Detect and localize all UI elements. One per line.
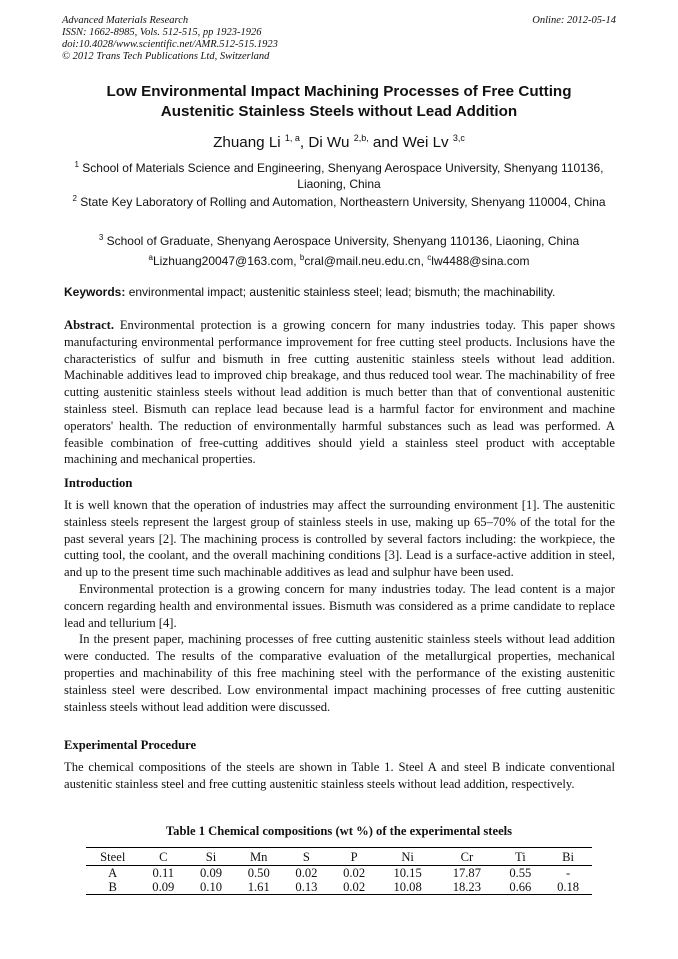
- keywords-label: Keywords:: [64, 285, 126, 299]
- author-emails: $^a$Lizhuang20047@163.com, $^b$cral@mail.neu.edu.cn, $^c$lw4488@sina.com: [148, 253, 530, 268]
- paragraph: The chemical compositions of the steels are shown in Table 1. Steel A and steel B indicate conventional austenitic stainless steel and free cutting austenitic stainless steels without lead addition, respectively.: [64, 760, 615, 791]
- affiliation-text: School of Materials Science and Engineering, Shenyang Aerospace University, Shenyang 110136, Liaoning, China: [82, 161, 604, 191]
- table-cell: 0.02: [343, 866, 366, 880]
- author-list: [60, 128, 618, 153]
- table-cell: A: [108, 866, 118, 880]
- abstract-label: Abstract.: [64, 318, 115, 332]
- keywords: [64, 285, 616, 300]
- table-cell: -: [565, 866, 571, 880]
- keywords-text: environmental impact; austenitic stainless steel; lead; bismuth; the machinability.: [128, 285, 556, 299]
- author-affiliation-mark: 3,c: [452, 133, 465, 143]
- affiliation-3: [60, 230, 618, 249]
- table-header-row: [86, 848, 592, 866]
- table-cell: 10.15: [393, 866, 422, 880]
- table-cell: 0.02: [295, 866, 318, 880]
- abstract: [64, 317, 615, 468]
- table-cell: 17.87: [452, 866, 482, 880]
- table-row: [86, 866, 592, 881]
- affiliation-2: [60, 191, 618, 210]
- table-caption: Table 1 Chemical compositions (wt %) of the experimental steels: [165, 824, 513, 838]
- table-cell: 1.61: [247, 880, 270, 894]
- affiliation-number: 1: [74, 160, 79, 169]
- author-separator: and: [368, 134, 403, 152]
- table-row: [86, 880, 592, 895]
- email-link[interactable]: Lizhuang20047@163.com: [152, 254, 294, 268]
- affiliation-number: 3: [98, 233, 104, 242]
- table-cell: 0.09: [152, 880, 175, 894]
- column-header: S: [283, 848, 331, 866]
- email-mark: b: [299, 253, 305, 262]
- table-cell: 0.55: [509, 866, 532, 880]
- table-cell: 0.13: [295, 880, 318, 894]
- table-cell: B: [108, 880, 117, 894]
- email-mark: a: [148, 253, 153, 262]
- column-header: Ni: [378, 848, 437, 866]
- column-header: Cr: [437, 848, 496, 866]
- paragraph: Environmental protection is a growing concern for many industries today. The lead content is a major concern regarding health and environmental issues. Bismuth was considered as a prime candidate to replace lead and tellurium [4].: [64, 581, 615, 630]
- author-name: Di Wu: [308, 134, 350, 152]
- table-cell: 10.08: [393, 880, 422, 894]
- table-cell: 0.10: [200, 880, 223, 894]
- author-name: Wei Lv: [402, 134, 449, 152]
- table-cell: 0.18: [557, 880, 580, 894]
- table-cell: 0.02: [343, 880, 366, 894]
- paragraph: In the present paper, machining processes of free cutting austenitic stainless steels without lead addition were conducted. The results of the comparative evaluation of the metallurgical properties, mechanical properties and machinability of this free machining steel with the performance of the existing austenitic stainless steel were described. Low environmental impact machining processes of free cutting austenitic stainless steels without lead addition were discussed.: [64, 632, 615, 714]
- issn-line: ISSN: 1662-8985, Vols. 512-515, pp 1923-1926: [62, 27, 262, 38]
- author-separator: ,: [299, 134, 309, 152]
- author-affiliation-mark: 1, a: [284, 133, 300, 143]
- email-link[interactable]: cral@mail.neu.edu.cn: [304, 254, 421, 268]
- email-link[interactable]: lw4488@sina.com: [431, 254, 530, 268]
- composition-table: [86, 847, 592, 895]
- author-affiliation-mark: 2,b,: [353, 133, 369, 143]
- table-cell: 0.66: [509, 880, 532, 894]
- journal-name: Advanced Materials Research: [62, 15, 189, 26]
- column-header: C: [139, 848, 187, 866]
- column-header: Mn: [235, 848, 283, 866]
- paragraph: It is well known that the operation of industries may affect the surrounding environment [1]. The austenitic stainless steels represent the largest group of stainless steels in use, making up 65–70% of the total for the past several years [2]. The machining process is controlled by several factors including: the workpiece, the cutting tool, the coolant, and the overall machining conditions [3]. Lead is a surface-active addition in steel, and up to the present time such machinable additives as lead and sulphur have been used.: [64, 498, 615, 580]
- column-header: Ti: [496, 848, 544, 866]
- introduction-body: [64, 497, 615, 715]
- journal-header: [62, 15, 616, 63]
- copyright-line: © 2012 Trans Tech Publications Ltd, Switzerland: [62, 51, 270, 62]
- affiliation-1: [60, 157, 618, 192]
- column-header: Si: [187, 848, 235, 866]
- doi-line[interactable]: doi:10.4028/www.scientific.net/AMR.512-515.1923: [62, 39, 278, 50]
- affiliation-text: State Key Laboratory of Rolling and Automation, Northeastern University, Shenyang 110004, China: [80, 195, 606, 209]
- online-date: Online: 2012-05-14: [532, 15, 616, 26]
- affiliation-number: 2: [72, 194, 77, 203]
- title-line-1: Low Environmental Impact Machining Processes of Free Cutting: [106, 83, 572, 100]
- experimental-heading: Experimental Procedure: [64, 738, 197, 752]
- column-header: Bi: [544, 848, 592, 866]
- abstract-text: Environmental protection is a growing concern for many industries today. This paper shows manufacturing environmental performance improvement for free cutting steel products. Inclusions have the characteristics of sulfur and bismuth in free cutting austenitic stainless steels without lead addition. Machinable additives lead to improved chip breakage, and thus reduced tool wear. The machinability of free cutting austenitic stainless steels without lead addition is much better than that of conventional austenitic stainless steel. Bismuth can replace lead because lead is a harmful factor for environment and machine operators' health. The reduction of environmentally harmful substances such as lead was performed. A feasible combination of free-cutting additives should yield a stainless steel product with acceptable machining and mechanical properties.: [64, 318, 615, 467]
- table-cell: 0.11: [152, 866, 175, 880]
- column-header: P: [330, 848, 378, 866]
- experimental-body: [64, 759, 615, 793]
- introduction-heading: Introduction: [64, 476, 133, 490]
- affiliation-text: School of Graduate, Shenyang Aerospace University, Shenyang 110136, Liaoning, China: [106, 234, 580, 248]
- table-cell: 0.09: [200, 866, 223, 880]
- table-cell: 0.50: [247, 866, 270, 880]
- email-mark: c: [427, 253, 432, 262]
- title-line-2: Austenitic Stainless Steels without Lead Addition: [160, 103, 518, 120]
- author-name: Zhuang Li: [213, 134, 281, 152]
- table-cell: 18.23: [452, 880, 482, 894]
- paper-title: [60, 82, 618, 122]
- column-header: Steel: [86, 848, 139, 866]
